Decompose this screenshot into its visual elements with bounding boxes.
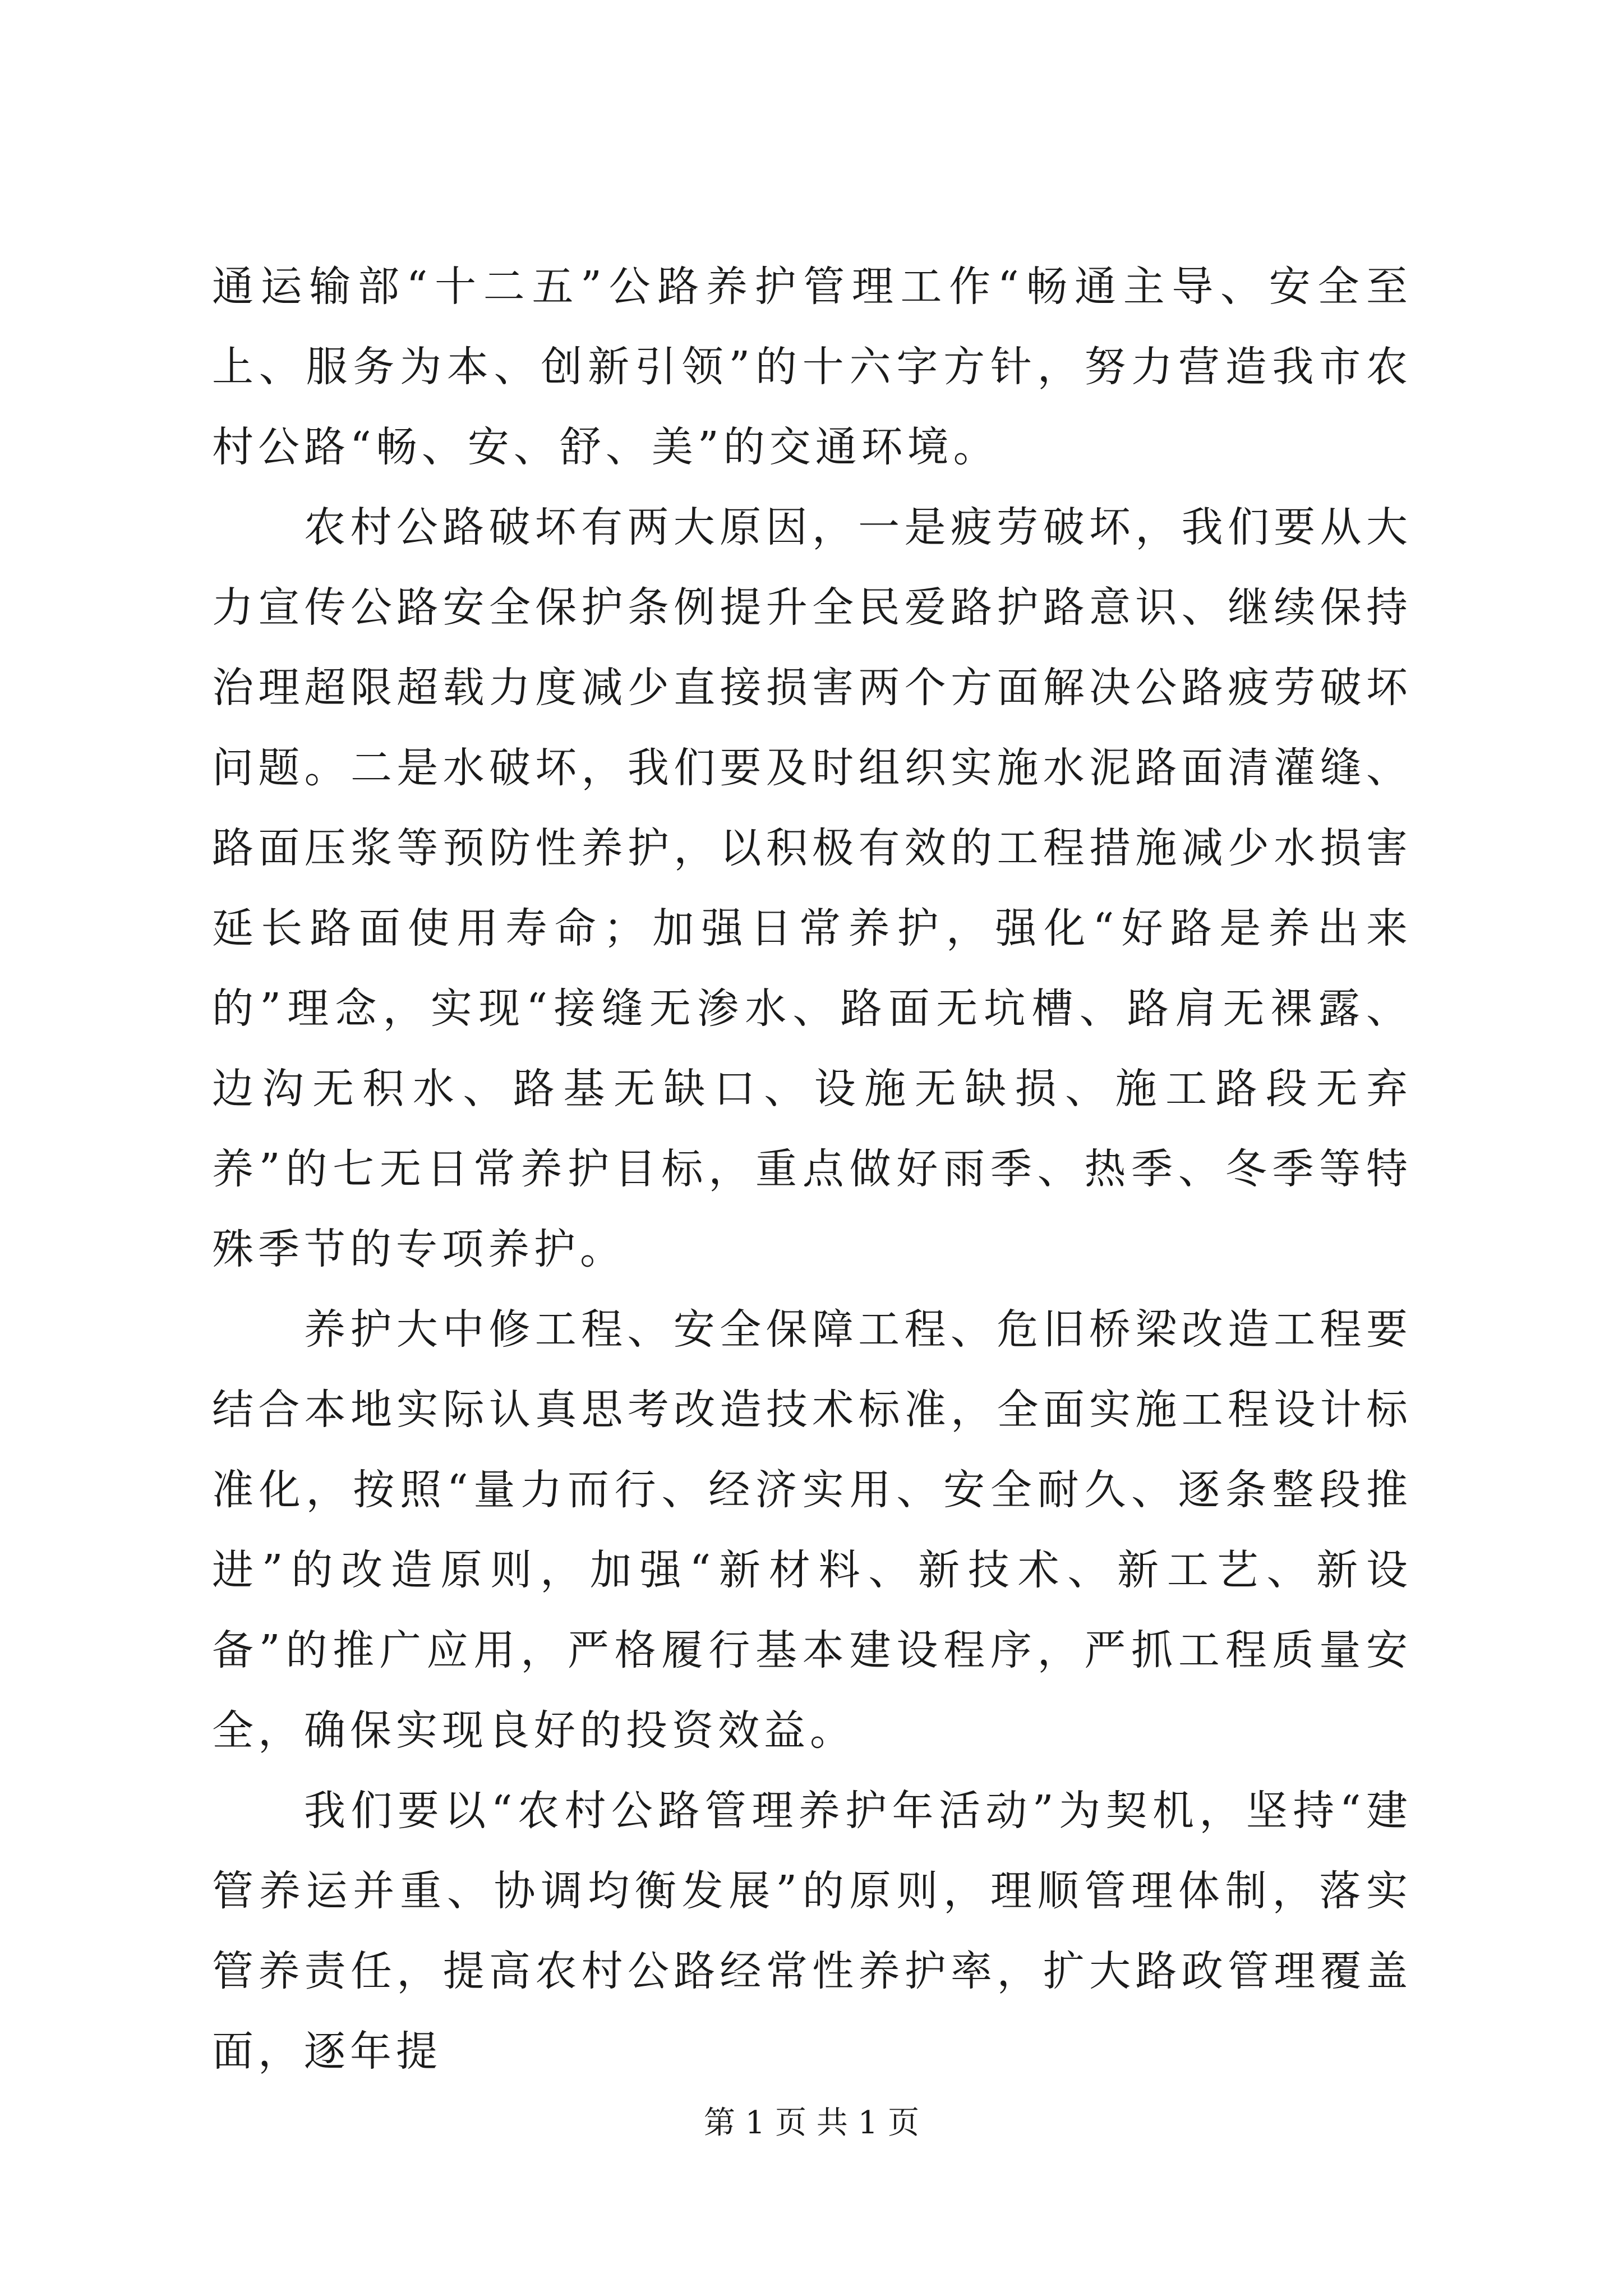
document-body — [212, 247, 1412, 2092]
paragraph-damage-causes: 农村公路破坏有两大原因，一是疲劳破坏，我们要从大力宣传公路安全保护条例提升全民爱路护路意识、继续保持治理超限超载力度减少直接损害两个方面解决公路疲劳破坏问题。二是水破坏，我们要及时组织实施水泥路面清灌缝、路面压浆等预防性养护，以积极有效的工程措施减少水损害延长路面使用寿命；加强日常养护，强化“好路是养出来的”理念，实现“接缝无渗水、路面无坑槽、路肩无裸露、边沟无积水、路基无缺口、设施无缺损、施工路段无弃养”的七无日常养护目标，重点做好雨季、热季、冬季等特殊季节的专项养护。 — [212, 503, 1412, 1273]
paragraph-continuation: 通运输部“十二五”公路养护管理工作“畅通主导、安全至上、服务为本、创新引领”的十六字方针，努力营造我市农村公路“畅、安、舒、美”的交通环境。 — [212, 263, 1412, 471]
page-footer: 第 1 页 共 1 页 — [703, 2105, 920, 2141]
paragraph-maintenance-projects: 养护大中修工程、安全保障工程、危旧桥梁改造工程要结合本地实际认真思考改造技术标准，全面实施工程设计标准化，按照“量力而行、经济实用、安全耐久、逐条整段推进”的改造原则，加强“新材料、新技术、新工艺、新设备”的推广应用，严格履行基本建设程序，严抓工程质量安全，确保实现良好的投资效益。 — [212, 1305, 1412, 1755]
paragraph-management-year: 我们要以“农村公路管理养护年活动”为契机，坚持“建管养运并重、协调均衡发展”的原则，理顺管理体制，落实管养责任，提高农村公路经常性养护率，扩大路政管理覆盖面，逐年提 — [212, 1787, 1412, 2076]
